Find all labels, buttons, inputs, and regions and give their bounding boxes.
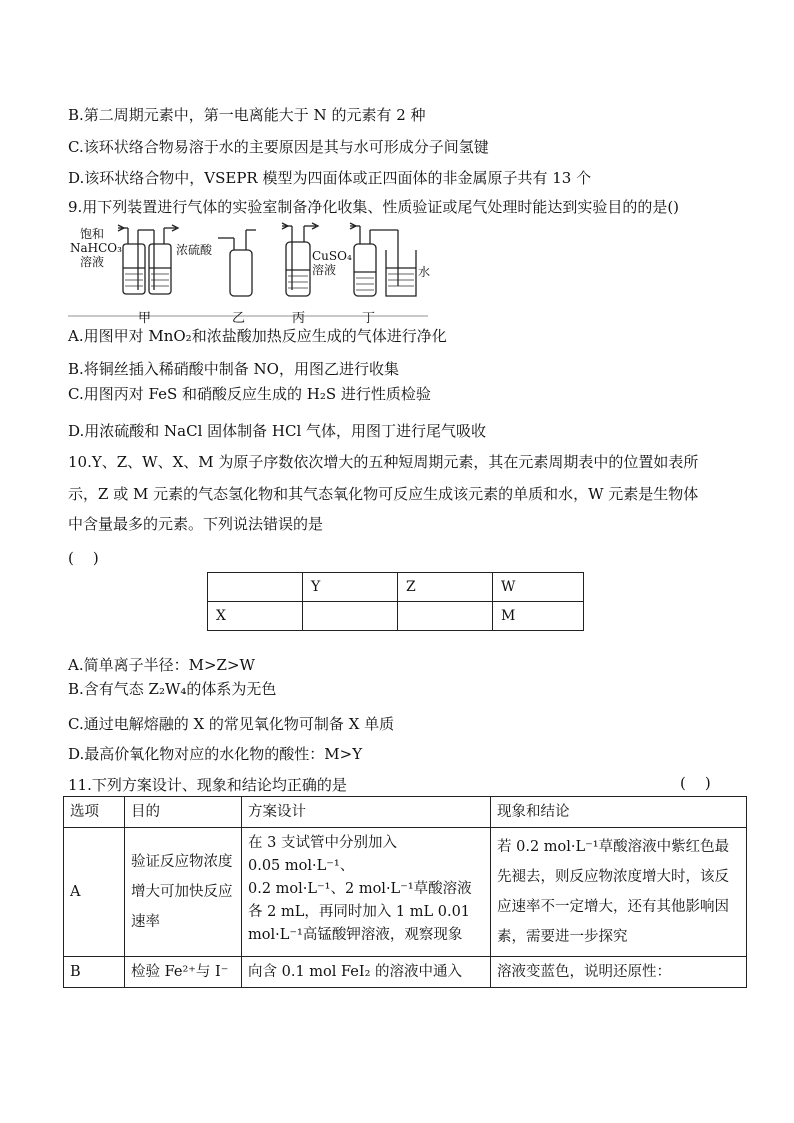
question-10-line2: 示，Z 或 M 元素的气态氢化物和其气态氧化物可反应生成该元素的单质和水，W 元素是生物体 bbox=[68, 485, 699, 503]
label-nahco3: NaHCO₃ bbox=[70, 241, 122, 255]
apparatus-drawing bbox=[68, 216, 431, 320]
option-b-q10: B.含有气态 Z₂W₄的体系为无色 bbox=[68, 680, 277, 698]
table-cell bbox=[208, 573, 303, 602]
question-10-line1: 10.Y、Z、W、X、M 为原子序数依次增大的五种短周期元素，其在元素周期表中的位置如表所 bbox=[68, 453, 699, 471]
caption-ding: 丁 bbox=[362, 311, 376, 326]
label-water: 水 bbox=[418, 265, 431, 279]
header-option: 选项 bbox=[64, 797, 125, 828]
table-row bbox=[208, 602, 584, 631]
table-row bbox=[64, 957, 747, 988]
row-b-option: B bbox=[64, 957, 125, 988]
row-a-design-line3: 0.2 mol·L⁻¹、2 mol·L⁻¹草酸溶液各 2 mL，再同时加入 1 mL 0.01 mol·L⁻¹高锰酸钾溶液，观察现象 bbox=[248, 881, 472, 943]
row-a-purpose: 验证反应物浓度增大可加快反应速率 bbox=[125, 828, 242, 957]
option-d-q9: D.用浓硫酸和 NaCl 固体制备 HCl 气体，用图丁进行尾气吸收 bbox=[68, 422, 487, 440]
question-11-answer-paren: ( ) bbox=[680, 774, 711, 792]
option-c-q10: C.通过电解熔融的 X 的常见氧化物可制备 X 单质 bbox=[68, 715, 395, 733]
header-design: 方案设计 bbox=[242, 797, 491, 828]
option-a-q9: A.用图甲对 MnO₂和浓盐酸加热反应生成的气体进行净化 bbox=[68, 327, 447, 345]
option-d-q8: D.该环状络合物中，VSEPR 模型为四面体或正四面体的非金属原子共有 13 个 bbox=[68, 169, 592, 187]
label-conc-sulfuric: 浓硫酸 bbox=[176, 243, 213, 257]
table-cell: W bbox=[493, 573, 584, 602]
question-11-stem: 11.下列方案设计、现象和结论均正确的是 bbox=[68, 776, 347, 794]
header-result: 现象和结论 bbox=[491, 797, 747, 828]
option-a-q10: A.简单离子半径：M>Z>W bbox=[68, 656, 255, 674]
table-cell: Y bbox=[303, 573, 398, 602]
caption-jia: 甲 bbox=[138, 311, 152, 326]
option-c-q8: C.该环状络合物易溶于水的主要原因是其与水可形成分子间氢键 bbox=[68, 138, 489, 156]
row-a-design-line1: 在 3 支试管中分别加入 bbox=[248, 835, 397, 851]
option-b-q8: B.第二周期元素中，第一电离能大于 N 的元素有 2 种 bbox=[68, 106, 426, 124]
table-row bbox=[64, 828, 747, 957]
row-a-design-line2: 0.05 mol·L⁻¹、 bbox=[248, 858, 355, 874]
option-c-q9: C.用图丙对 FeS 和硝酸反应生成的 H₂S 进行性质检验 bbox=[68, 385, 431, 403]
apparatus-figure bbox=[68, 216, 431, 326]
header-purpose: 目的 bbox=[125, 797, 242, 828]
label-saturated: 饱和 bbox=[80, 227, 105, 241]
option-b-q9: B.将铜丝插入稀硝酸中制备 NO，用图乙进行收集 bbox=[68, 360, 399, 378]
table-row bbox=[208, 573, 584, 602]
table-cell: X bbox=[208, 602, 303, 631]
row-a-design bbox=[242, 828, 491, 957]
table-cell bbox=[303, 602, 398, 631]
label-solution-c: 溶液 bbox=[312, 263, 337, 277]
label-cuso4: CuSO₄ bbox=[312, 249, 352, 263]
option-d-q10: D.最高价氧化物对应的水化物的酸性：M>Y bbox=[68, 745, 363, 763]
question-10-answer-paren: ( ) bbox=[68, 549, 99, 567]
table-cell: Z bbox=[398, 573, 493, 602]
row-b-purpose: 检验 Fe²⁺与 I⁻ bbox=[125, 957, 242, 988]
question-9-stem: 9.用下列装置进行气体的实验室制备净化收集、性质验证或尾气处理时能达到实验目的的是() bbox=[68, 198, 680, 216]
row-a-result: 若 0.2 mol·L⁻¹草酸溶液中紫红色最先褪去，则反应物浓度增大时，该反应速率不一定增大，还有其他影响因素，需要进一步探究 bbox=[491, 828, 747, 957]
experiment-table bbox=[63, 796, 747, 988]
row-b-result: 溶液变蓝色，说明还原性： bbox=[491, 957, 747, 988]
row-b-design: 向含 0.1 mol FeI₂ 的溶液中通入 bbox=[242, 957, 491, 988]
table-cell bbox=[398, 602, 493, 631]
row-a-option: A bbox=[64, 828, 125, 957]
table-cell: M bbox=[493, 602, 584, 631]
caption-bing: 丙 bbox=[292, 311, 306, 326]
label-solution-a: 溶液 bbox=[80, 255, 105, 269]
caption-yi: 乙 bbox=[232, 311, 246, 326]
question-10-line3: 中含量最多的元素。下列说法错误的是 bbox=[68, 515, 324, 533]
table-header-row bbox=[64, 797, 747, 828]
periodic-position-table bbox=[207, 572, 584, 631]
